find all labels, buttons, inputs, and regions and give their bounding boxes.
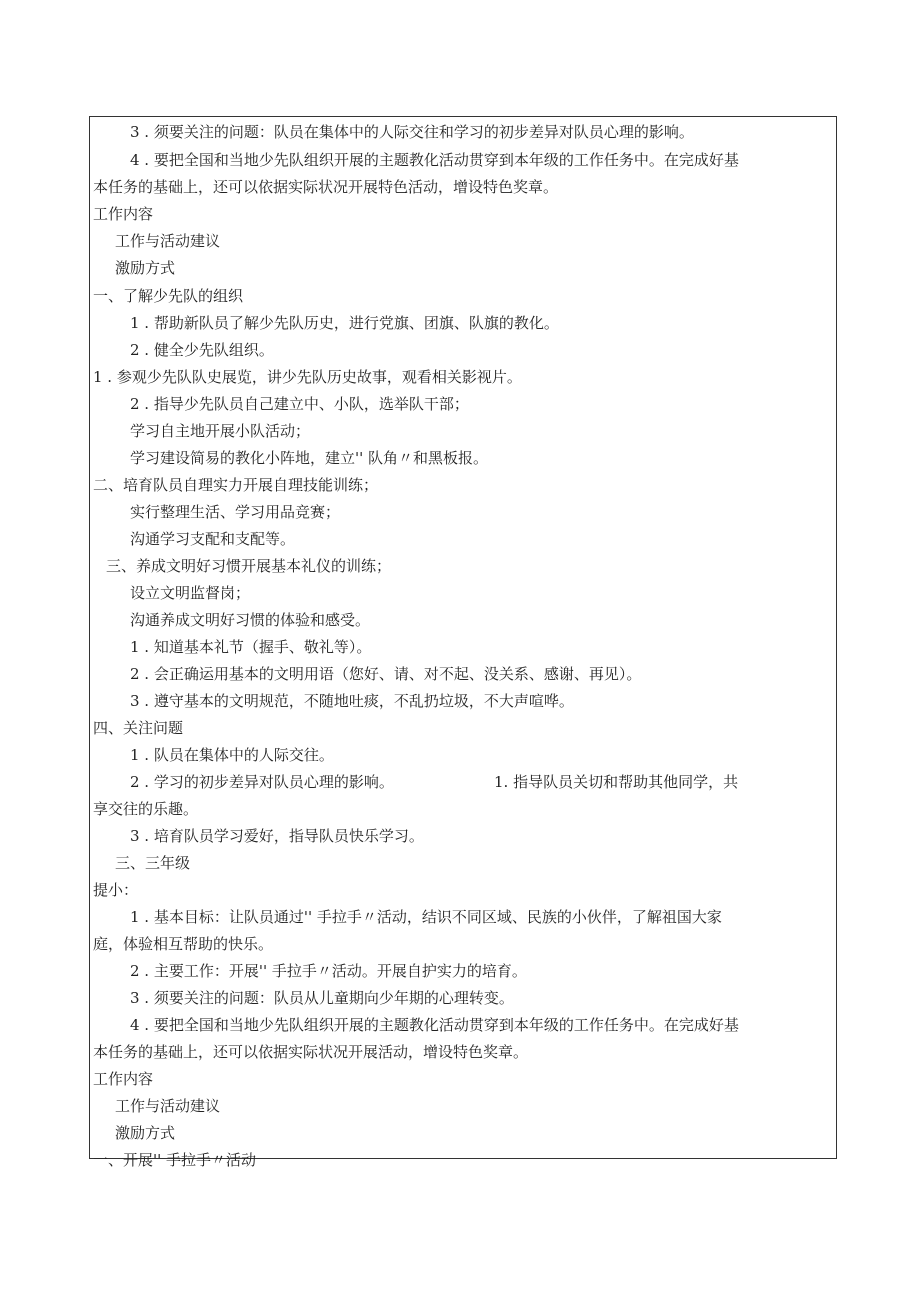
text-line: 3 . 须要关注的问题：队员在集体中的人际交往和学习的初步差异对队员心理的影响。 <box>130 123 694 141</box>
section-heading: 工作内容 <box>93 1070 154 1088</box>
text-line: 1 . 参观少先队队史展览，讲少先队历史故事，观看相关影视片。 <box>93 368 522 386</box>
text-line: 沟通养成文明好习惯的体验和感受。 <box>130 611 371 629</box>
section-heading: 工作与活动建议 <box>115 1097 221 1115</box>
section-heading: 二、培育队员自理实力开展自理技能训练； <box>93 476 379 494</box>
text-line: 2 . 健全少先队组织。 <box>130 341 274 359</box>
text-line: 2 . 会正确运用基本的文明用语（您好、请、对不起、没关系、感谢、再见）。 <box>130 665 642 683</box>
text-line: 实行整理生活、学习用品竞赛； <box>130 503 341 521</box>
text-line: 3 . 遵守基本的文明规范，不随地吐痰，不乱扔垃圾，不大声喧哗。 <box>130 692 574 710</box>
section-heading: 激励方式 <box>115 1124 176 1142</box>
text-line: 4 . 要把全国和当地少先队组织开展的主题教化活动贯穿到本年级的工作任务中。在完成好基 <box>130 1016 739 1034</box>
text-line: 2 . 指导少先队员自己建立中、小队，选举队干部； <box>130 395 469 413</box>
text-line: 沟通学习支配和支配等。 <box>130 530 296 548</box>
section-heading: 一、开展'' 手拉手〃活动 <box>93 1151 257 1169</box>
text-line: 学习自主地开展小队活动； <box>130 422 311 440</box>
text-line: 3 . 培育队员学习爱好，指导队员快乐学习。 <box>130 827 424 845</box>
section-heading: 工作与活动建议 <box>115 232 221 250</box>
text-line: 3 . 须要关注的问题：队员从儿童期向少年期的心理转变。 <box>130 989 514 1007</box>
section-heading: 工作内容 <box>93 205 154 223</box>
text-line: 学习建设简易的教化小阵地，建立'' 队角〃和黑板报。 <box>130 449 489 467</box>
text-line: 4 . 要把全国和当地少先队组织开展的主题教化活动贯穿到本年级的工作任务中。在完成好基 <box>130 151 739 169</box>
text-line: 庭，体验相互帮助的快乐。 <box>93 935 274 953</box>
text-line: 1 . 基本目标：让队员通过'' 手拉手〃活动，结识不同区域、民族的小伙伴，了解祖国大家 <box>130 908 722 926</box>
text-line: 2 . 主要工作：开展'' 手拉手〃活动。开展自护实力的培育。 <box>130 962 527 980</box>
text-line: 2 . 学习的初步差异对队员心理的影响。 <box>130 773 394 791</box>
text-line: 本任务的基础上，还可以依据实际状况开展特色活动，增设特色奖章。 <box>93 178 559 196</box>
text-line: 设立文明监督岗； <box>130 584 251 602</box>
section-heading: 一、了解少先队的组织 <box>93 287 244 305</box>
section-heading: 三、养成文明好习惯开展基本礼仪的训练； <box>106 557 392 575</box>
text-line: 享交往的乐趣。 <box>93 800 199 818</box>
text-line: 1 . 帮助新队员了解少先队历史，进行党旗、团旗、队旗的教化。 <box>130 314 559 332</box>
section-heading: 提小： <box>93 881 139 899</box>
text-line: 本任务的基础上，还可以依据实际状况开展活动，增设特色奖章。 <box>93 1043 529 1061</box>
text-line: 1. 指导队员关切和帮助其他同学，共 <box>494 773 739 791</box>
section-heading: 三、三年级 <box>115 854 191 872</box>
section-heading: 四、关注问题 <box>93 719 184 737</box>
text-line: 1 . 知道基本礼节（握手、敬礼等）。 <box>130 638 372 656</box>
text-line: 1 . 队员在集体中的人际交往。 <box>130 746 334 764</box>
section-heading: 激励方式 <box>115 259 176 277</box>
